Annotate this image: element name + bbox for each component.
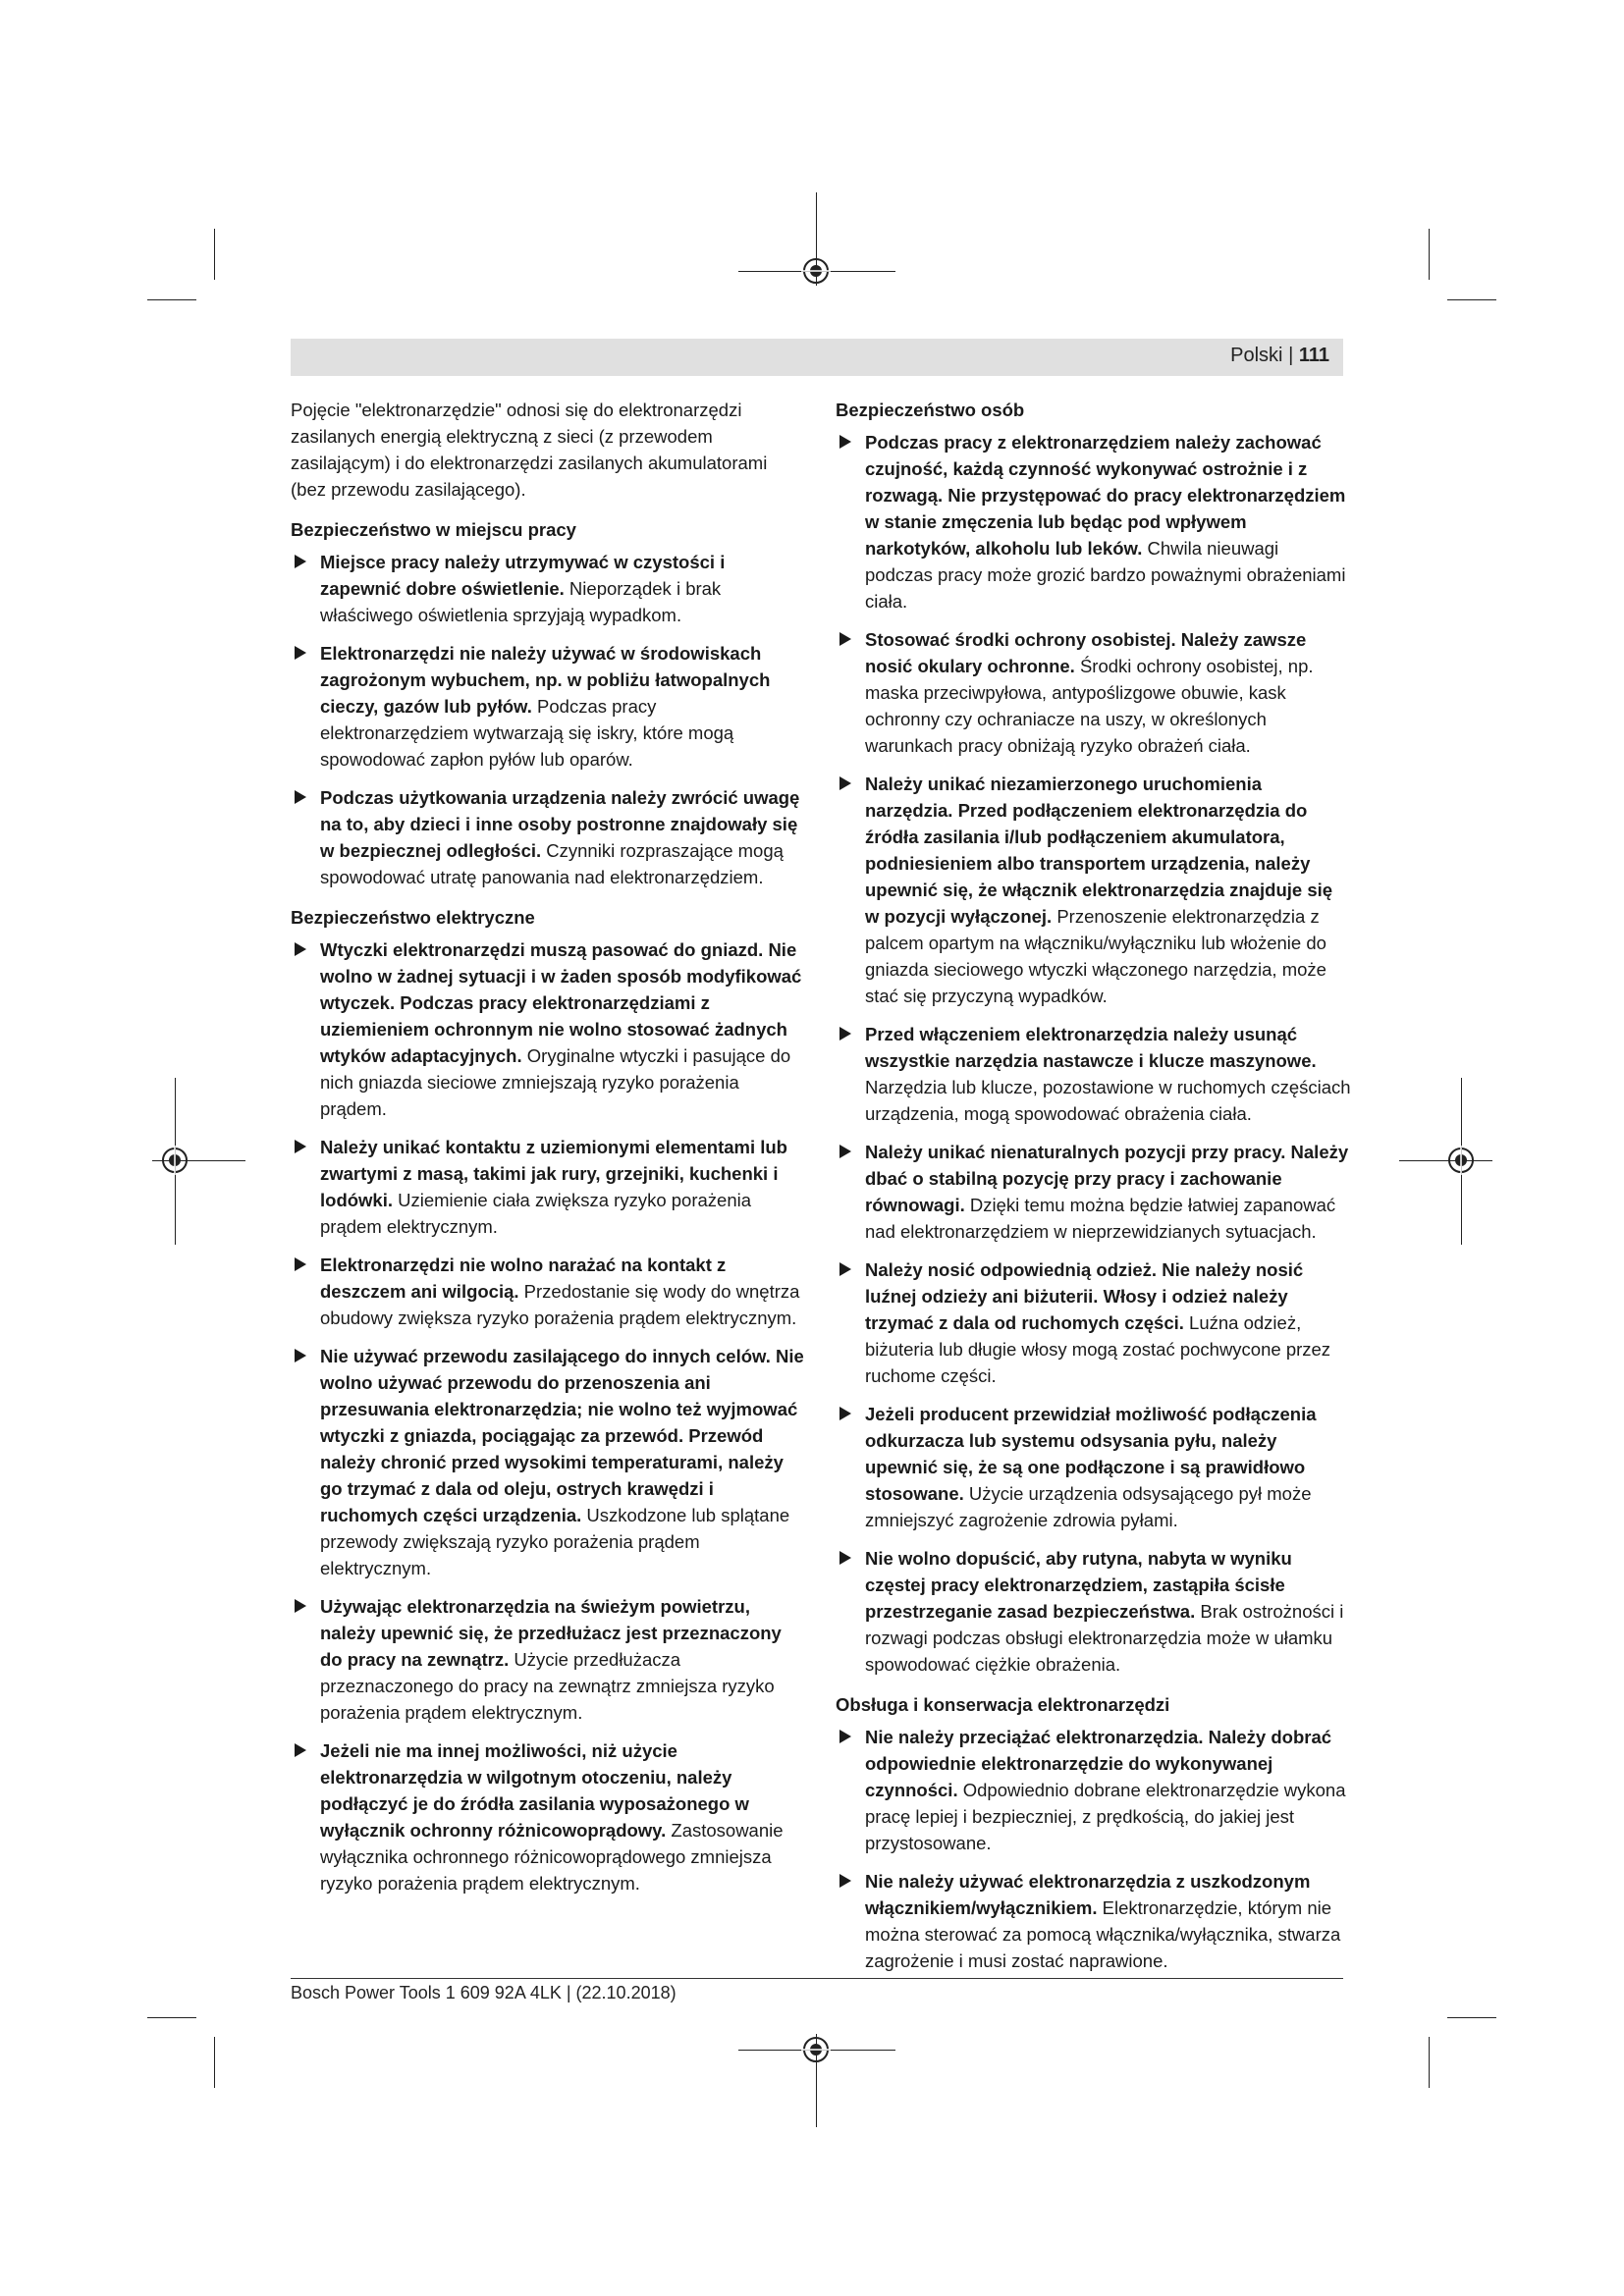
- crop-mark: [214, 229, 215, 280]
- section: [836, 397, 1351, 1678]
- intro-paragraph: Pojęcie "elektronarzędzie" odnosi się do elektronarzędzi zasilanych energią elektryczną z sieci (z przewodem zasilającym) i do elektronarzędzi zasilanych akumulatorami (bez przewodu zasilającego).: [291, 400, 768, 500]
- item-text: Luźna odzież, biżuteria lub długie włosy mogą zostać pochwycone przez ruchome części.: [865, 1312, 1331, 1386]
- item-bold: Elektronarzędzi nie wolno narażać na kontakt z deszczem ani wilgocią.: [320, 1255, 727, 1302]
- item-text: Dzięki temu można będzie łatwiej zapanować nad elektronarzędziem w nieprzewidzianych sytuacjach.: [865, 1195, 1336, 1242]
- bullet-triangle-icon: [839, 1145, 851, 1158]
- list-item: [836, 771, 1351, 1009]
- footer-text: Bosch Power Tools 1 609 92A 4LK | (22.10.2018): [291, 1983, 677, 2002]
- bullet-triangle-icon: [295, 790, 306, 804]
- section: [836, 1691, 1351, 1974]
- item-text: Czynniki rozpraszające mogą spowodować utratę panowania nad elektronarzędziem.: [320, 840, 784, 887]
- item-bold: Należy nosić odpowiednią odzież. Nie należy nosić luźnej odzieży ani biżuterii. Włosy i odzież należy trzymać z dala od ruchomych części.: [865, 1259, 1304, 1333]
- list-item: [291, 640, 806, 773]
- bullet-triangle-icon: [295, 1599, 306, 1613]
- bullet-triangle-icon: [839, 1730, 851, 1743]
- crop-mark: [1429, 229, 1430, 280]
- list-item: [291, 1134, 806, 1240]
- item-text: Przenoszenie elektronarzędzia z palcem opartym na włączniku/wyłączniku lub włożenie do gniazda sieciowego wtyczki włączonego narzędzia, może stać się przyczyną wypadków.: [865, 906, 1326, 1006]
- item-bold: Podczas pracy z elektronarzędziem należy zachować czujność, każdą czynność wykonywać ostrożnie i z rozwagą. Nie przystępować do pracy elektronarzędziem w stanie zmęczenia lub będąc pod wpływem narkotyków, alkoholu lub leków.: [865, 432, 1346, 559]
- item-bold: Używając elektronarzędzia na świeżym powietrzu, należy upewnić się, że przedłużacz jest przeznaczony do pracy na zewnątrz.: [320, 1596, 782, 1670]
- item-text: Elektronarzędzie, którym nie można sterować za pomocą włącznika/wyłącznika, stwarza zagrożenie i musi zostać naprawione.: [865, 1897, 1341, 1971]
- registration-target-icon: [160, 1146, 189, 1175]
- item-bold: Przed włączeniem elektronarzędzia należy usunąć wszystkie narzędzia nastawcze i klucze maszynowe.: [865, 1024, 1317, 1071]
- item-bold: Należy unikać nienaturalnych pozycji przy pracy. Należy dbać o stabilną pozycję przy pracy i zachowanie równowagi.: [865, 1142, 1349, 1215]
- item-text: Narzędzia lub klucze, pozostawione w ruchomych częściach urządzenia, mogą spowodować obrażenia ciała.: [865, 1077, 1351, 1124]
- list-item: [836, 1868, 1351, 1974]
- page-header: [291, 339, 1343, 376]
- item-bold: Nie należy używać elektronarzędzia z uszkodzonym włącznikiem/wyłącznikiem.: [865, 1871, 1311, 1918]
- footer-rule: [291, 1978, 1343, 1979]
- section-title: Bezpieczeństwo osób: [836, 400, 1025, 420]
- list-item: [291, 549, 806, 628]
- list-item: [291, 1593, 806, 1726]
- list-item: [836, 1256, 1351, 1389]
- bullet-triangle-icon: [839, 776, 851, 790]
- item-bold: Miejsce pracy należy utrzymywać w czystości i zapewnić dobre oświetlenie.: [320, 552, 726, 599]
- header-separator: |: [1288, 345, 1294, 366]
- section-title: Bezpieczeństwo w miejscu pracy: [291, 519, 576, 540]
- left-column: [291, 397, 806, 1908]
- right-column: [836, 397, 1351, 1986]
- bullet-triangle-icon: [295, 646, 306, 660]
- item-bold: Nie wolno dopuścić, aby rutyna, nabyta w wyniku częstej pracy elektronarzędziem, zastąpiła ścisłe przestrzeganie zasad bezpieczeństwa.: [865, 1548, 1292, 1622]
- bullet-triangle-icon: [839, 632, 851, 646]
- list-item: [291, 784, 806, 890]
- item-text: Uziemienie ciała zwiększa ryzyko porażenia prądem elektrycznym.: [320, 1190, 752, 1237]
- list-item: [836, 1724, 1351, 1856]
- bullet-triangle-icon: [839, 435, 851, 449]
- item-text: Uszkodzone lub splątane przewody zwiększają ryzyko porażenia prądem elektrycznym.: [320, 1505, 790, 1578]
- item-bold: Należy unikać niezamierzonego uruchomienia narzędzia. Przed podłączeniem elektronarzędzia do źródła zasilania i/lub podłączeniem akumulatora, podniesieniem albo transportem urządzenia, należy upewnić się, że włącznik elektronarzędzia znajduje się w pozycji wyłączonej.: [865, 774, 1333, 927]
- item-text: Użycie urządzenia odsysającego pył może zmniejszyć zagrożenie zdrowia pyłami.: [865, 1483, 1312, 1530]
- bullet-triangle-icon: [295, 1140, 306, 1153]
- item-text: Brak ostrożności i rozwagi podczas obsługi elektronarzędzia może w ułamku spowodować ciężkie obrażenia.: [865, 1601, 1344, 1675]
- registration-target-icon: [1446, 1146, 1476, 1175]
- list-item: [836, 1401, 1351, 1533]
- list-item: [291, 936, 806, 1122]
- crop-mark: [147, 2017, 196, 2018]
- header-language: Polski: [1230, 345, 1283, 366]
- list-item: [836, 1021, 1351, 1127]
- crop-mark: [1447, 2017, 1496, 2018]
- item-bold: Jeżeli producent przewidział możliwość podłączenia odkurzacza lub systemu odsysania pyłu, należy upewnić się, że są one podłączone i są prawidłowo stosowane.: [865, 1404, 1317, 1504]
- item-bold: Wtyczki elektronarzędzi muszą pasować do gniazd. Nie wolno w żadnej sytuacji i w żaden sposób modyfikować wtyczek. Podczas pracy elektronarzędziami z uziemieniem ochronnym nie wolno stosować żadnych wtyków adaptacyjnych.: [320, 939, 802, 1066]
- item-bold: Nie używać przewodu zasilającego do innych celów. Nie wolno używać przewodu do przenoszenia ani przesuwania elektronarzędzia; nie wolno też wyjmować wtyczki z gniazda, pociągając za przewód. Przewód należy chronić przed wysokimi temperaturami, należy go trzymać z dala od oleju, ostrych krawędzi i ruchomych części urządzenia.: [320, 1346, 804, 1525]
- item-text: Odpowiednio dobrane elektronarzędzie wykona pracę lepiej i bezpieczniej, z prędkością, do jakiej jest przystosowane.: [865, 1780, 1346, 1853]
- section: [291, 904, 806, 1896]
- header-text: [1230, 345, 1329, 367]
- item-bold: Należy unikać kontaktu z uziemionymi elementami lub zwartymi z masą, takimi jak rury, grzejniki, kuchenki i lodówki.: [320, 1137, 787, 1210]
- item-bold: Nie należy przeciążać elektronarzędzia. Należy dobrać odpowiednie elektronarzędzie do wykonywanej czynności.: [865, 1727, 1332, 1800]
- list-item: [291, 1343, 806, 1581]
- item-bold: Elektronarzędzi nie należy używać w środowiskach zagrożonym wybuchem, np. w pobliżu łatwopalnych cieczy, gazów lub pyłów.: [320, 643, 771, 717]
- section: [291, 516, 806, 890]
- item-text: Chwila nieuwagi podczas pracy może grozić bardzo poważnymi obrażeniami ciała.: [865, 538, 1346, 612]
- item-bold: Stosować środki ochrony osobistej. Należy zawsze nosić okulary ochronne.: [865, 629, 1307, 676]
- item-text: Środki ochrony osobistej, np. maska przeciwpyłowa, antypoślizgowe obuwie, kask ochronny czy ochraniacze na uszy, w określonych warunkach pracy obniżają ryzyko obrażeń ciała.: [865, 656, 1314, 756]
- registration-target-icon: [801, 256, 831, 286]
- crop-mark: [1429, 2037, 1430, 2088]
- page-number: 111: [1298, 345, 1329, 366]
- bullet-triangle-icon: [295, 1349, 306, 1362]
- bullet-triangle-icon: [839, 1027, 851, 1041]
- list-item: [836, 429, 1351, 614]
- item-text: Zastosowanie wyłącznika ochronnego różnicowoprądowego zmniejsza ryzyko porażenia prądem elektrycznym.: [320, 1820, 784, 1894]
- item-text: Nieporządek i brak właściwego oświetlenia sprzyjają wypadkom.: [320, 578, 722, 625]
- list-item: [291, 1737, 806, 1896]
- item-bold: Jeżeli nie ma innej możliwości, niż użycie elektronarzędzia w wilgotnym otoczeniu, należy podłączyć je do źródła zasilania wyposażonego w wyłącznik ochronny różnicowoprądowy.: [320, 1740, 749, 1841]
- bullet-triangle-icon: [839, 1407, 851, 1420]
- bullet-triangle-icon: [839, 1262, 851, 1276]
- bullet-triangle-icon: [295, 1257, 306, 1271]
- bullet-triangle-icon: [839, 1874, 851, 1888]
- list-item: [836, 1139, 1351, 1245]
- item-bold: Podczas użytkowania urządzenia należy zwrócić uwagę na to, aby dzieci i inne osoby postronne znajdowały się w bezpiecznej odległości.: [320, 787, 800, 861]
- bullet-triangle-icon: [295, 1743, 306, 1757]
- list-item: [836, 626, 1351, 759]
- section-title: Bezpieczeństwo elektryczne: [291, 907, 535, 928]
- section-title: Obsługa i konserwacja elektronarzędzi: [836, 1694, 1170, 1715]
- crop-mark: [147, 299, 196, 300]
- bullet-triangle-icon: [295, 555, 306, 568]
- item-text: Oryginalne wtyczki i pasujące do nich gniazda sieciowe zmniejszają ryzyko porażenia prądem.: [320, 1045, 791, 1119]
- item-text: Użycie przedłużacza przeznaczonego do pracy na zewnątrz zmniejsza ryzyko porażenia prądem elektrycznym.: [320, 1649, 775, 1723]
- list-item: [291, 1252, 806, 1331]
- crop-mark: [1447, 299, 1496, 300]
- item-text: Przedostanie się wody do wnętrza obudowy zwiększa ryzyko porażenia prądem elektrycznym.: [320, 1281, 800, 1328]
- list-item: [836, 1545, 1351, 1678]
- registration-target-icon: [801, 2035, 831, 2064]
- bullet-triangle-icon: [295, 942, 306, 956]
- bullet-triangle-icon: [839, 1551, 851, 1565]
- crop-mark: [214, 2037, 215, 2088]
- item-text: Podczas pracy elektronarzędziem wytwarzają się iskry, które mogą spowodować zapłon pyłów lub oparów.: [320, 696, 734, 770]
